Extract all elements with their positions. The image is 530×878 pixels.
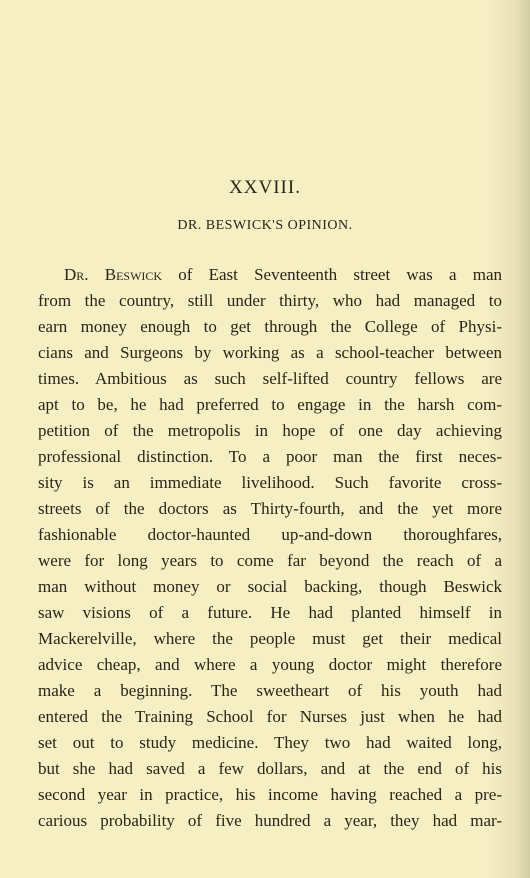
body-line: professional distinction. To a poor man the first neces- <box>38 447 502 466</box>
body-line-first <box>38 262 502 288</box>
body-line: fashionable doctor-haunted up-and-down thoroughfares, <box>38 525 502 544</box>
body-line: cians and Surgeons by working as a school-teacher between <box>38 343 502 362</box>
body-line: set out to study medicine. They two had waited long, <box>38 733 502 752</box>
body-line: petition of the metropolis in hope of one day achieving <box>38 421 502 440</box>
chapter-number: XXVIII. <box>229 177 301 198</box>
body-line: were for long years to come far beyond the reach of a <box>38 551 502 570</box>
body-line: streets of the doctors as Thirty-fourth, and the yet more <box>38 499 502 518</box>
body-line: second year in practice, his income having reached a pre- <box>38 785 502 804</box>
body-line: but she had saved a few dollars, and at the end of his <box>38 759 502 778</box>
body-line: from the country, still under thirty, who had managed to <box>38 291 502 310</box>
body-line: sity is an immediate livelihood. Such favorite cross- <box>38 473 502 492</box>
body-line: carious probability of five hundred a year, they had mar- <box>38 811 502 830</box>
body-line: apt to be, he had preferred to engage in the harsh com- <box>38 395 502 414</box>
body-line-first-rest: of East Seventeenth street was a man <box>162 265 502 284</box>
chapter-body <box>38 262 502 834</box>
body-line: saw visions of a future. He had planted himself in <box>38 603 502 622</box>
chapter-title: DR. BESWICK'S OPINION. <box>177 218 353 233</box>
body-line: entered the Training School for Nurses just when he had <box>38 707 502 726</box>
body-line: earn money enough to get through the College of Physi- <box>38 317 502 336</box>
body-line: make a beginning. The sweetheart of his youth had <box>38 681 502 700</box>
body-line: times. Ambitious as such self-lifted country fellows are <box>38 369 502 388</box>
body-line: man without money or social backing, though Beswick <box>38 577 502 596</box>
opening-name: Dr. Beswick <box>64 265 163 284</box>
body-line: Mackerelville, where the people must get their medical <box>38 629 502 648</box>
body-line: advice cheap, and where a young doctor might therefore <box>38 655 502 674</box>
